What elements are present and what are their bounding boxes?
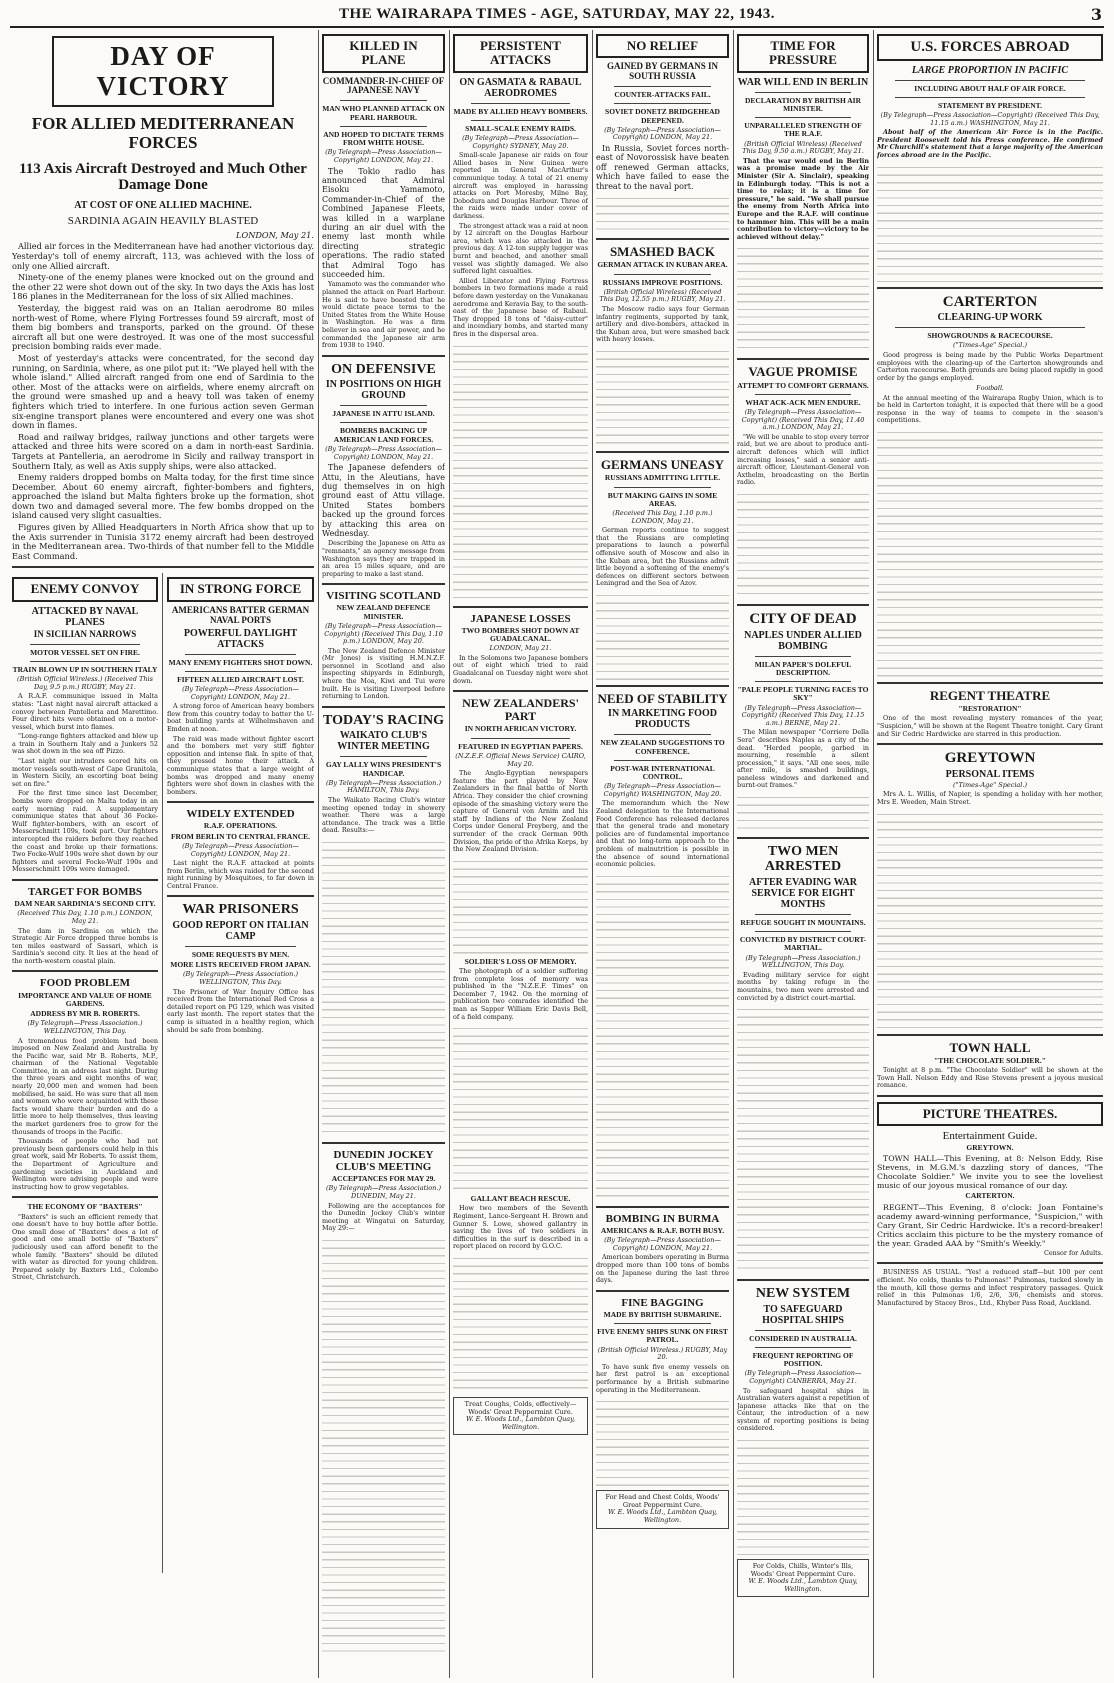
source-line: (Received This Day, 1.10 p.m.) LONDON, May 21. [17,909,153,925]
paragraph: In the Solomons two Japanese bombers out of eight which tried to raid Guadalcanal on Tuesday night were shot down. [453,653,588,685]
subhead: COMMANDER-IN-CHIEF OF JAPANESE NAVY [322,75,445,96]
subhead: TRAIN BLOWN UP IN SOUTHERN ITALY [12,664,158,674]
column-5 [737,30,869,1678]
subhead: WHAT ACK-ACK MEN ENDURE. [745,397,861,407]
local-news-text [877,809,1103,1029]
page-number: 3 [1090,5,1102,24]
acceptances-text [322,1235,445,1655]
subhead: SOVIET DONETZ BRIDGEHEAD DEEPENED. [605,107,720,125]
column-rule [873,30,874,1678]
paragraph: Figures given by Allied Headquarters in North Africa show that up to the Axis surrender in Tunisia 3172 enemy aircraft had been destroyed in the Mediterranean area. Two-thirds of that number fell to the Middle East Command. [12,522,314,561]
lead-article [12,231,314,562]
headline-food-problem: FOOD PROBLEM [39,977,131,990]
paragraph: The raid was made without fighter escort and the bombers met very stiff fighter opposition and intense flak. In spite of that, they pressed home their attack. A communique states that a large weight of bombs was dropped and many enemy fighters were shot down in clashes with the bombers. [167,734,314,796]
paragraph: Mrs A. L. Willis, of Napier, is spending a holiday with her mother, Mrs E. Weeden, Main Street. [877,790,1103,806]
paragraph: "Last night our intruders scored hits on motor vessels south-west of Cape Granitola, in Western Sicily, an escorting boat being set on fire." [12,757,158,788]
column-4 [596,30,729,1678]
subhead: GERMAN ATTACK IN KUBAN AREA. [597,260,728,270]
paragraph: The Japanese defenders of Attu, in the Aleutians, have dug themselves in on high ground east of Attu village. United States bombers backed up the ground forces by attacking this area on Wednesday. [322,463,445,538]
paragraph: Last night the R.A.F. attacked at points from Berlin, which was raided for the second night running by Mosquitoes, to far down in Central France. [167,859,314,890]
paragraph: "We will be unable to stop every terror raid, but we are about to produce anti-aircraft defences which will inflict increasing losses," said a senior anti-aircraft officer, Lieutenant-General von Axthelm, broadcasting on the Berlin radio. [737,432,869,487]
article-continued-text [596,346,729,446]
subhead: MADE BY ALLIED HEAVY BOMBERS. [453,106,588,116]
subhead: RUSSIANS ADMITTING LITTLE. [604,473,721,483]
subhead: ACCEPTANCES FOR MAY 29. [331,1174,436,1184]
headline-carterton: CARTERTON [942,293,1038,310]
paragraph: Allied Liberator and Flying Fortress bombers in two formations made a raid before dawn yesterday on the Vunakanau aerodrome and Keravia Bay, to the south-east of the Japanese base of Rabaul. They dropped 18 tons of "daisy-cutter" and incendiary bombs, and started many fires in the dispersal area. [453,276,588,338]
dateline: LONDON, May 21. [236,229,314,240]
subhead: FIVE ENEMY SHIPS SUNK ON FIRST PATROL. [597,1327,728,1345]
paragraph: The strongest attack was a raid at noon by 12 aircraft on the Douglas Harbour area, which was also attacked in the previous day. A 12-ton supply lugger was burnt and beached, and another small vessel was slightly damaged. We also suffered light casualties. [453,221,588,276]
headline-greytown: GREYTOWN [944,750,1036,767]
subhead: FREQUENT REPORTING OF POSITION. [752,1350,854,1369]
advertisement-pulmonas: BUSINESS AS USUAL. "Yes! a reduced staff—but 100 per cent efficient. No colds, thanks to Pulmonas!" Pulmonas, tucked slowly in the mouth, kill those germs and infect respiratory passages. Quick relief in this Pulmonas 1/6, 2/6, 3/6, chemists and stores. Manufactured by Stacey Bros., Ltd., Khyber Pass Road, Auckland. [877,1268,1103,1307]
subhead: GAINED BY GERMANS IN SOUTH RUSSIA [607,61,718,82]
paragraph: Following are the acceptances for the Dunedin Jockey Club's winter meeting at Wingatui on Saturday, May 29:— [322,1201,445,1233]
headline-picture-theatres: PICTURE THEATRES. [877,1102,1103,1126]
subhead: MANY ENEMY FIGHTERS SHOT DOWN. [168,657,313,667]
subhead: STATEMENT BY PRESIDENT. [938,100,1042,110]
source-line: (By Telegraph—Press Association—Copyright) CANBERRA, May 21. [744,1369,862,1385]
subhead: FROM BERLIN TO CENTRAL FRANCE. [170,831,311,841]
paragraph: Thousands of people who had not previously been gardeners could help in this great work, said Mr Roberts. To assist them, the Department of Agriculture and gardening societies in Auckland and Wellington were advising people and were instructing how to grow vegetables. [12,1137,158,1191]
headline-bombing-in-burma: BOMBING IN BURMA [605,1212,720,1225]
paragraph: Ninety-one of the enemy planes were knocked out on the ground and the other 22 were shot down out of the sky. In two days the Axis has lost 186 planes in the Mediterranean for the loss of six Allied machines. [12,272,314,302]
paragraph: German reports continue to suggest that the Russians are completing preparations to launch a powerful offensive south of Moscow and also in the Kuban area, but the Russians admit little beyond a softening of the enemy's defences on different sectors between Leningrad and the Sea of Azov. [596,526,729,588]
source-line: (By Telegraph—Press Association.) DUNEDIN, May 21. [326,1184,441,1200]
subhead: WAR WILL END IN BERLIN [737,76,869,88]
paragraph: REGENT—This Evening, 8 o'clock: Joan Fontaine's academy award-winning performance, "Suspicion," with Cary Grant, Sir Cedric Hardwicke. It's a record-breaker! Critics acclaim this picture to be the mystery romance of the year. Graded AAA by "Smith's Weekly." [877,1202,1103,1248]
paragraph: Enemy raiders dropped bombs on Malta today, for the first time since December. About 60 enemy aircraft, fighter-bombers and fighters, approached the island but Malta fighters broke up the formation, shot down two and damaged several more. The few bombs dropped on the island caused very slight casualties. [12,472,314,521]
headline-town-hall: TOWN HALL [949,1039,1031,1055]
paragraph: One of the most revealing mystery romances of the year, "Suspicion," will be shown at the Regent Theatre tonight. Cary Grant and Sir Cedric Hardwicke are starred in this production. [877,714,1103,738]
subhead: FIFTEEN ALLIED AIRCRAFT LOST. [177,674,304,684]
article-continued-text [737,489,869,599]
paragraph: The Tokio radio has announced that Admiral Eisoku Yamamoto, Commander-in-Chief of the Combined Japanese Fleets, was killed in a warplane during an air duel with the enemy last month while directing strategic operations. The radio stated that Admiral Togo has succeeded him. [322,166,445,280]
race-results-text [322,837,445,1137]
subhead: ADDRESS BY MR B. ROBERTS. [30,1009,140,1019]
subhead: ON GASMATA & RABAUL AERODROMES [459,76,582,99]
subhead: BUT MAKING GAINS IN SOME AREAS. [607,490,718,508]
subhead: SMALL-SCALE ENEMY RAIDS. [465,123,576,133]
headline-no-relief: NO RELIEF [596,34,729,58]
paragraph: That the war would end in Berlin was a promise made by the Air Minister (Sir A. Sinclair), speaking in Edinburgh today. "This is not a time to relax; it is a time for pressure," he said. "We shall pursue the enemy from North Africa into Europe and the R.A.F. will continue to hammer him. This will be a main contribution to victory—victory to be achieved without delay." [737,156,869,241]
subhead: IN POSITIONS ON HIGH GROUND [325,379,442,402]
paragraph: How two members of the Seventh Regiment, Lance-Sergeant H. Brown and Gunner S. Lowe, showed gallantry in saving the lives of two soldiers in difficulties in the surf is described in a report placed on record by G.O.C. [453,1204,588,1251]
headline-day-of-victory: DAY OF VICTORY [52,36,274,107]
paragraph: The New Zealand Defence Minister (Mr Jones) is visiting H.M.N.Z.F. personnel in Scotland and also inspecting shipyards in Edinburgh, where the Moa, Kiwi and Tui were built. He is visiting Liverpool before returning to London. [322,646,445,701]
subhead-allied-forces: FOR ALLIED MEDITERRANEAN FORCES [31,114,295,153]
subhead: AMERICANS & R.A.F. BOTH BUSY. [600,1225,725,1235]
headline-widely-extended: WIDELY EXTENDED [186,808,295,821]
sub-column-1a [12,573,158,1284]
headline-us-forces-abroad: U.S. FORCES ABROAD [877,34,1103,61]
sub-column-1b [167,573,314,1036]
column-6 [877,30,1103,1678]
headline-two-men-arrested: TWO MEN ARRESTED [764,844,842,875]
article-continued-text [877,162,1103,282]
headline-japanese-losses: JAPANESE LOSSES [470,612,571,625]
article-continued-text [596,193,729,233]
masthead-title: THE WAIRARAPA TIMES - AGE, SATURDAY, MAY 22, 1943. [339,6,775,22]
subhead: CLEARING-UP WORK [937,312,1043,324]
subhead: TWO BOMBERS SHOT DOWN AT GUADALCANAL. [461,625,580,643]
source-line: (By Telegraph—Press Association—Copyright) LONDON, May 21. [325,444,442,461]
source-line: (By Telegraph—Press Association—Copyright) (Received This Day, 11.15 a.m.) BERNE, May 21. [741,703,865,727]
subhead: SOME REQUESTS BY MEN. [191,949,290,959]
headline-dunedin-jockey: DUNEDIN JOCKEY CLUB'S MEETING [333,1148,434,1173]
subhead: ATTACKED BY NAVAL PLANES [31,605,139,628]
column-rule [449,30,450,1678]
subhead: SHOWGROUNDS & RACECOURSE. [927,331,1053,341]
headline-in-strong-force: IN STRONG FORCE [167,577,314,601]
subhead: CONSIDERED IN AUSTRALIA. [749,1333,857,1343]
paragraph: Yesterday, the biggest raid was on an Italian aerodrome 80 miles north-west of Rome, where Flying Fortresses found 59 aircraft, most of them big bombers and transports, parked on the ground. Of these aircraft all but one were destroyed. It was one of the most successful precision bombing raids ever made. [12,303,314,352]
subhead: FEATURED IN EGYPTIAN PAPERS. [458,741,583,751]
source-line: (By Telegraph—Press Association.) WELLINGTON, This Day. [745,953,861,970]
paragraph: Describing the Japanese on Attu as "remnants," an agency message from Washington says they are trapped in an area 15 miles square, and are preparing to make a last stand. [322,539,445,578]
subhead: "PALE PEOPLE TURNING FACES TO SKY" [737,685,869,703]
paragraph: American bombers operating in Burma dropped more than 100 tons of bombs on the Japanese during the last three days. [596,1253,729,1285]
article-continued-text [596,1396,729,1486]
subhead: IN NORTH AFRICAN VICTORY. [464,724,577,734]
paragraph: Good progress is being made by the Public Works Department employees with the clearing-up of the Carterton showgrounds and Carterton racecourse. Both grounds are being placed rapidly in good order by the gangs employed. [877,350,1103,382]
paragraph: TOWN HALL—This Evening, at 8: Nelson Eddy, Rise Stevens, in M.G.M.'s dazzling story of dances, "The Chocolate Soldier." We invite you to see the loveliest music of our joyous musical romance of our day. [877,1154,1103,1191]
subhead-axis-aircraft: 113 Axis Aircraft Destroyed and Much Other Damage Done [19,160,307,194]
subhead: CONVICTED BY DISTRICT COURT-MARTIAL. [739,935,867,953]
subhead: AMERICANS BATTER GERMAN NAVAL PORTS [171,604,310,625]
subhead: GREYTOWN. [966,1143,1014,1153]
column-rule [592,30,593,1678]
ad-byline: W. E. Woods Ltd., Lambton Quay, Wellington. [748,1577,858,1593]
subhead: COUNTER-ATTACKS FAIL. [614,90,711,100]
paragraph: To have sunk five enemy vessels on her first patrol is an exceptional performance by a British submarine operating in the Mediterranean. [596,1362,729,1394]
source-line: (By Telegraph—Press Association.) WELLINGTON, This Day. [183,970,298,986]
headline-need-of-stability: NEED OF STABILITY [597,690,728,706]
source-line: (N.Z.E.F. Official News Service) CAIRO, May 20. [455,751,586,768]
headline-gallant-beach-rescue: GALLANT BEACH RESCUE. [470,1194,571,1204]
paragraph: The memorandum which the New Zealand delegation to the International Food Conference has released declares that the general trade and monetary policies are of fundamental importance and that no long-term approach to the problem of malnutrition is possible in the absence of sound international economic policies. [596,799,729,869]
column-rule [733,30,734,1678]
subhead: GAY LALLY WINS PRESIDENT'S HANDICAP. [325,760,442,778]
article-continued-text [737,1435,869,1555]
source-line: ("Times-Age" Special.) [953,341,1027,350]
paragraph: The Anglo-Egyptian newspapers feature the part played by New Zealanders in the final battle of North Africa. They consider the chief crowning episode of the smashing victory were the capture of General von Arnim and his staff by Indians of the New Zealand Corps under General Freyberg, and the surrender of the crack German 90th Division, the pride of the Afrika Korps, by the New Zealand Division. [453,769,588,854]
column-rule [318,30,319,1678]
source-line: (By Telegraph—Press Association—Copyright) LONDON, May 21. [604,1236,721,1252]
local-news-text [877,427,1103,677]
headline-soldiers-loss-of-memory: SOLDIER'S LOSS OF MEMORY. [464,956,577,966]
ad-byline: W. E. Woods Ltd., Lambton Quay, Wellington. [465,1415,576,1431]
subhead: POST-WAR INTERNATIONAL CONTROL. [610,763,715,782]
headline-city-of-dead: CITY OF DEAD [749,611,857,628]
source-line: (By Telegraph—Press Association—Copyright) LONDON, May 21. [604,125,721,142]
paragraph: The photograph of a soldier suffering from complete loss of memory was published in the "N.Z.E.F. Times" on December 7, 1942. On the morning of publication two comrades identified the man as Sapper William Eric Davis Bell, of a field company. [453,966,588,1021]
paragraph: Most of yesterday's attacks were concentrated, for the second day running, on Sardinia, where, as one pilot put it: "We played hell with the whole island." Allied aircraft ranged from one end of Sardinia to the other. Most of the attacks were on airfields, where enemy aircraft on the ground were smashed up and a heavy toll was taken of enemy fighters which tried to interfere. In one furious action seven German six-engine transport planes were encountered and every one was shot down in flames. [12,352,314,431]
source-line: (British Official Wireless) (Received This Day, 12.55 p.m.) RUGBY, May 21. [599,287,726,304]
subhead: IN MARKETING FOOD PRODUCTS [608,708,717,731]
subhead: MOTOR VESSEL SET ON FIRE. [30,647,140,657]
subhead: RUSSIANS IMPROVE POSITIONS. [602,277,723,287]
masthead [10,4,1104,28]
subhead: CARTERTON. [965,1191,1015,1201]
subhead: "RESTORATION" [958,704,1022,714]
article-continued-text [453,1253,588,1393]
ad-text: For Head and Chest Colds, Woods' Great Peppermint Cure. [605,1493,720,1509]
headline-fine-bagging: FINE BAGGING [621,1296,704,1309]
source-line: (British Official Wireless) (Received This Day, 9.50 a.m.) RUGBY, May 21. [742,139,864,156]
source-line: (By Telegraph—Press Association.) WELLINGTON, This Day. [27,1019,143,1035]
article-continued-text [737,792,869,832]
subhead: MORE LISTS RECEIVED FROM JAPAN. [170,960,311,970]
source-line: (British Official Wireless.) (Received This Day, 9.5 p.m.) RUGBY, May 21. [17,675,153,691]
subhead: Football. [976,383,1004,393]
paragraph: Evading military service for eight months by taking refuge in the mountains, two men were arrested and convicted by a district court-martial. [737,970,869,1002]
paragraph: "Long-range fighters attacked and blew up a train in Southern Italy and a Junkers 52 was shot down in the sea off Pizzo. [12,732,158,756]
sub-columns [12,573,314,1573]
subhead: INCLUDING ABOUT HALF OF AIR FORCE. [914,83,1066,93]
advertisement-woods [737,1559,869,1597]
subhead: TO SAFEGUARD HOSPITAL SHIPS [762,1303,844,1326]
subhead: WAIKATO CLUB'S WINTER MEETING [337,730,430,753]
source-line: (By Telegraph—Press Association—Copyright) (Received This Day, 11.15 a.m.) WASHINGTON, May 21. [880,111,1100,127]
headline-germans-uneasy: GERMANS UNEASY [600,457,725,472]
paragraph: Road and railway bridges, railway junctions and other targets were attacked and three hits were scored on a dam in north-east Sardinia. Targets at Pantelleria, an aerodrome in Sicily and railway transport in Southern Italy, as well as Axis supply ships, were also attacked. [12,431,314,471]
source-line: (By Telegraph—Press Association—Copyright) LONDON, May 21. [182,685,299,701]
subhead: "THE CHOCOLATE SOLDIER." [934,1055,1046,1065]
subhead: IMPORTANCE AND VALUE OF HOME GARDENS. [18,990,152,1008]
paragraph: The Milan newspaper "Corriere Della Sera" describes Naples as a city of the dead. "Herded people, garbed in mourning, resemble a silent procession," it says. "All one sees, mile after mile, is smashed buildings, paneless windows and darkened and burnt-out frames." [737,728,869,790]
paragraph: Yamamoto was the commander who planned the attack on Pearl Harbour. He is said to have boasted that he would dictate peace terms to the United States from the White House in Washington. He was a firm believer in sea and air power, and he commanded the Japanese air arm from 1938 to 1940. [322,280,445,350]
paragraph: Allied air forces in the Mediterranean have had another victorious day. Yesterday's toll of enemy aircraft, 113, was achieved with the loss of only one Allied aircraft. [12,241,314,271]
subhead: UNPARALLELED STRENGTH OF THE R.A.F. [744,121,862,139]
headline-persistent-attacks: PERSISTENT ATTACKS [453,34,588,73]
subhead: MAN WHO PLANNED ATTACK ON PEARL HARBOUR. [322,104,445,122]
paragraph: A tremendous food problem had been imposed on New Zealand and Australia by the Pacific war, said Mr B. Roberts, M.P., chairman of the National Vegetable Committee, in an address last night. During the three years and eight months of war, nearly 20,000 men and women had been mobilised, he said. He was sure that all men and women who were acquainted with these facts would share their burden and do a little more to help themselves, thus leaving the market gardeners free to grow for the thousands of troops in the Pacific. [12,1036,158,1136]
subhead: REFUGE SOUGHT IN MOUNTAINS. [740,917,866,927]
headline-smashed-back: SMASHED BACK [609,244,716,260]
source-line: (By Telegraph—Press Association—Copyright) LONDON, May 21. [325,148,442,164]
subhead: IN SICILIAN NARROWS [33,628,137,639]
paragraph: For the first time since last December, bombs were dropped on Malta today in an early morning raid. A supplementary communique states that about 36 Focke-Wulf fighter-bombers, with an escort of Messerschmitt 109s, took part. Our fighters intercepted the raiders before they reached the coast and broke up their formations. Two Focke-Wulf 190s were shot down by our fighters and several Focke-Wulf 190s and Messerschmitt 109s were damaged. [12,789,158,874]
source-line: ("Times-Age" Special.) [953,780,1027,789]
ad-byline: W. E. Woods Ltd., Lambton Quay, Wellington. [607,1508,718,1524]
source-line: (By Telegraph—Press Association—Copyright) WASHINGTON, May 20. [603,782,722,798]
subhead: DAM NEAR SARDINIA'S SECOND CITY. [14,899,156,909]
subhead: POWERFUL DAYLIGHT ATTACKS [183,627,298,650]
headline-regent-theatre: REGENT THEATRE [929,687,1051,703]
paragraph: Small-scale Japanese air raids on four Allied bases in New Guinea were reported in General MacArthur's communique today. A total of 21 enemy aircraft was employed in harassing attacks on Port Moresby, Milne Bay, Dobodura and Douglas Harbour. Three of the raids were made under cover of darkness. [453,151,588,221]
paragraph: About half of the American Air Force is in the Pacific. President Roosevelt told his Press conference. He confirmed Mr Churchill's statement that a large majority of the American forces abroad are in the Pacific. [877,128,1103,159]
subhead: ATTEMPT TO COMFORT GERMANS. [737,380,869,390]
subhead: AFTER EVADING WAR SERVICE FOR EIGHT MONTHS [749,876,857,910]
subhead: PERSONAL ITEMS [945,768,1035,780]
ad-text: For Colds, Chills, Winter's Ills, Woods' Great Peppermint Cure. [750,1562,856,1578]
headline-visiting-scotland: VISITING SCOTLAND [326,590,441,603]
subhead-cost: AT COST OF ONE ALLIED MACHINE. [74,199,252,211]
subhead: R.A.F. OPERATIONS. [203,821,278,831]
paragraph: "Baxters" is such an efficient remedy that one doesn't have to buy bottle after bottle. One small dose of "Baxters" does a lot of good and one small bottle of "Baxters" judiciously used can afford benefit to the whole family. "Baxters" should be diluted with water as directed for young children. Prepared solely by Baxters Ltd., Colombo Street, Christchurch. [12,1212,158,1282]
article-continued-text [453,341,588,601]
subhead: BOMBERS BACKING UP AMERICAN LAND FORCES. [333,426,434,444]
source-line: (By Telegraph—Press Association—Copyright) (Received This Day, 1.10 p.m.) LONDON, May 20. [324,621,443,646]
subhead: GOOD REPORT ON ITALIAN CAMP [172,919,309,942]
article-continued-text [596,871,729,1201]
headline-todays-racing: TODAY'S RACING [323,712,444,728]
subhead: DECLARATION BY BRITISH AIR MINISTER. [744,95,862,113]
paragraph: Tonight at 8 p.m. "The Chocolate Soldier" will be shown at the Town Hall. Nelson Eddy and Rise Stevens present a joyous musical romance. [877,1066,1103,1090]
article-continued-text [596,590,729,680]
headline-time-for-pressure: TIME FOR PRESSURE [737,34,869,73]
headline-vague-promise: VAGUE PROMISE [748,364,858,380]
subhead: NEW ZEALAND DEFENCE MINISTER. [336,603,431,621]
advertisement-woods [596,1490,729,1528]
advertisement-woods [453,1397,588,1435]
paragraph: A R.A.F. communique issued in Malta states: "Last night naval aircraft attacked a convoy between Pantelleria and Marettimo. Four direct hits were obtained on a motor-vessel, which burst into flames. [12,692,158,731]
article-continued-text [453,1023,588,1193]
source-line: (By Telegraph—Press Association—Copyright) LONDON, May 21. [182,841,299,858]
column-2 [322,30,445,1678]
headline-on-defensive: ON DEFENSIVE [331,361,436,377]
paragraph: The Prisoner of War Inquiry Office has received from the International Red Cross a detailed report on PG 129, which was visited early last month. The report states that the camp is situated in a healthy region, which should be safe from bombing. [167,987,314,1034]
source-line: LONDON, May 21. [489,644,552,653]
source-line: (By Telegraph—Press Association—Copyright) SYDNEY, May 20. [462,134,579,150]
headline-target-for-bombs: TARGET FOR BOMBS [28,885,142,898]
subhead: JAPANESE IN ATTU ISLAND. [332,409,435,419]
headline-baxters: THE ECONOMY OF "BAXTERS" [27,1202,143,1212]
source-line: (Received This Day, 1.10 p.m.) LONDON, May 21. [612,509,713,525]
paragraph: The Moscow radio says four German infantry regiments, supported by tank, artillery and dive-bombers, attacked in the Kuban area, but were smashed back with heavy losses. [596,305,729,344]
subhead: AND HOPED TO DICTATE TERMS FROM WHITE HOUSE. [323,129,444,148]
article-continued-text [453,856,588,956]
source-line: (By Telegraph—Press Association—Copyright) (Received This Day, 11.40 a.m.) LONDON, May 21. [741,408,865,432]
paragraph: The dam in Sardinia on which the Strategic Air Force dropped three bombs is ten miles eastward of Sassari, which is Sardinia's second city. It lies at the head of the north-western coastal plain. [12,926,158,965]
source-line: (British Official Wireless.) RUGBY, May 20. [597,1345,728,1362]
subhead: NAPLES UNDER ALLIED BOMBING [744,629,862,652]
subhead-sardinia: SARDINIA AGAIN HEAVILY BLASTED [67,214,259,227]
headline-new-system: NEW SYSTEM [755,1286,851,1302]
paragraph: In Russia, Soviet forces north-east of Novorossisk have beaten off renewed German attacks, which have failed to ease the threat to the naval port. [596,144,729,191]
headline-war-prisoners: WAR PRISONERS [182,902,299,918]
subhead: LARGE PROPORTION IN PACIFIC [911,64,1069,76]
article-continued-text [737,1004,869,1274]
headline-new-zealanders-part: NEW ZEALANDERS' PART [462,696,579,724]
paragraph: To safeguard hospital ships in Australian waters against a repetition of Japanese attacks like that on the Centaur, the introduction of a new system of reporting positions is being considered. [737,1386,869,1433]
source-line: (By Telegraph—Press Association.) HAMILTON, This Day. [326,778,441,795]
headline-killed-in-plane: KILLED IN PLANE [322,34,445,73]
ad-text: Treat Coughs, Colds, effectively—Woods' Great Peppermint Cure. [464,1399,577,1416]
paragraph: The Waikato Racing Club's winter meeting opened today in showery weather. There was a large attendance. The track was a little dead. Results:— [322,795,445,835]
paragraph: A strong force of American heavy bombers flew from this country today to batter the U-boat building yards at Wilhelmshaven and Emden at noon. [167,702,314,733]
subhead: Entertainment Guide. [942,1130,1038,1143]
column-1 [12,30,314,1678]
headline-enemy-convoy: ENEMY CONVOY [12,577,158,601]
paragraph: At the annual meeting of the Wairarapa Rugby Union, which is to be held in Carterton tonight, it is expected that there will be a good response in the way of teams to compete in the season's competitions. [877,393,1103,425]
column-3 [453,30,588,1678]
subhead: NEW ZEALAND SUGGESTIONS TO CONFERENCE. [600,738,725,756]
subhead: MADE BY BRITISH SUBMARINE. [603,1309,722,1319]
paragraph: Censor for Adults. [1043,1248,1103,1257]
subhead: MILAN PAPER'S DOLEFUL DESCRIPTION. [754,659,852,677]
article-continued-text [737,243,869,353]
